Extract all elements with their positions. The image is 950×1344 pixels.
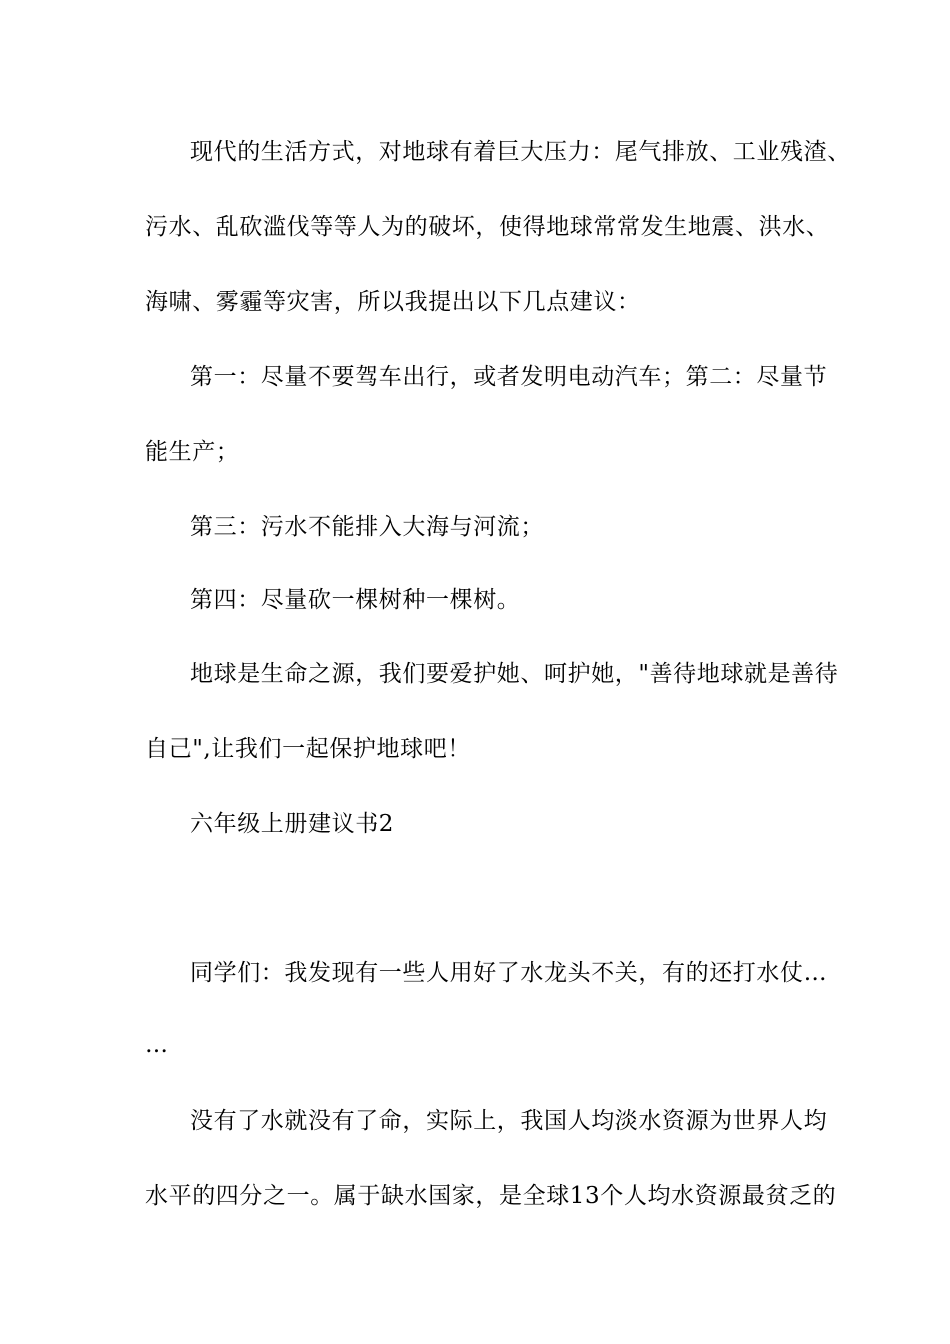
section-heading: 六年级上册建议书2 [190, 811, 395, 837]
paragraph-line: 海啸、雾霾等灾害，所以我提出以下几点建议： [145, 289, 641, 315]
paragraph-line: 没有了水就没有了命，实际上，我国人均淡水资源为世界人均 [190, 1108, 828, 1134]
paragraph-line: 同学们：我发现有一些人用好了水龙头不关，有的还打水仗… [190, 960, 828, 986]
paragraph-line: 第一：尽量不要驾车出行，或者发明电动汽车；第二：尽量节 [190, 364, 828, 390]
paragraph-line: … [145, 1032, 169, 1058]
paragraph-line: 第三：污水不能排入大海与河流； [190, 514, 544, 540]
paragraph-line: 能生产； [145, 439, 240, 465]
paragraph-line: 第四：尽量砍一棵树种一棵树。 [190, 587, 521, 613]
paragraph-line: 现代的生活方式，对地球有着巨大压力：尾气排放、工业残渣、 [190, 139, 851, 165]
paragraph-line: 水平的四分之一。属于缺水国家，是全球13个人均水资源最贫乏的 [145, 1183, 837, 1209]
paragraph-line: 地球是生命之源，我们要爱护她、呵护她，"善待地球就是善待 [190, 661, 839, 687]
paragraph-line: 自己",让我们一起保护地球吧！ [145, 736, 471, 762]
paragraph-line: 污水、乱砍滥伐等等人为的破坏，使得地球常常发生地震、洪水、 [145, 214, 830, 240]
